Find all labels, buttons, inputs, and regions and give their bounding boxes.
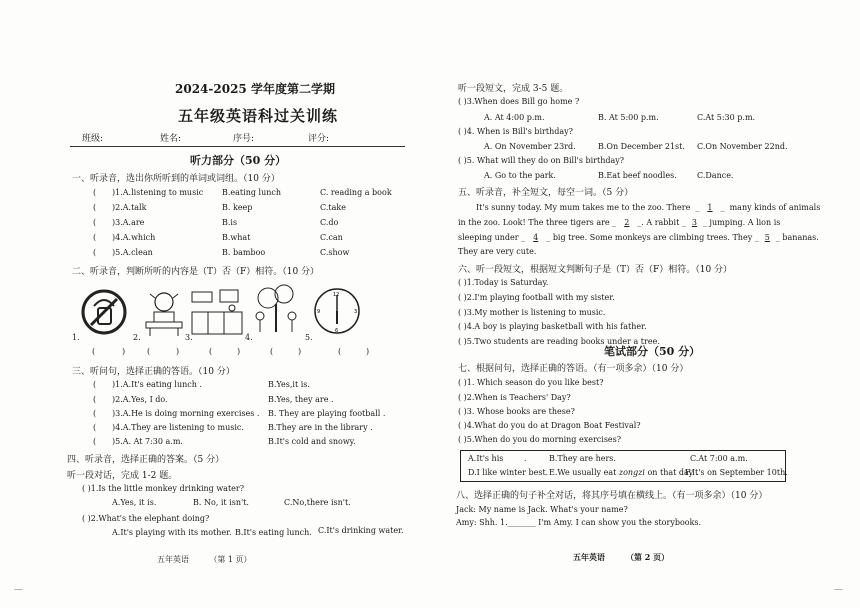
margin-mark: — [14,585,23,595]
sec1-paren: ( [93,203,97,212]
sec3-q2-a: )2.A.Yes, I do. [112,395,168,404]
sec6-row: ( )5.Two students are reading books under a tree. [458,337,660,346]
sec1-q5-b: B. bamboo [222,248,266,257]
sec8-title: 八、选择正确的句子补全对话，将其序号填在横线上。（有一项多余）（10 分） [456,491,768,501]
main-title: 五年级英语科过关训练 [178,107,339,125]
name-label: 姓名: [160,134,182,144]
sec1-title: 一、听录音，选出你所听到的单词或词组。（10 分） [72,174,280,184]
margin-mark: — [834,585,843,595]
sec4-q2-a: A.It's playing with its mother. [112,528,232,537]
sec1-q2-a: )2.A.talk [112,203,147,212]
sec4-q2-b: B.It's eating lunch. [235,528,312,537]
sec5-line4: They are very cute. [458,247,537,256]
r-q3-a: A. At 4:00 p.m. [484,113,545,122]
sec4-q1-b: B. No, it isn't. [193,498,249,507]
sec3-q5-a: )5.A. At 7:30 a.m. [112,437,183,446]
sec6-row: ( )2.I'm playing football with my sister. [458,293,615,302]
sec4-q1-a: A.Yes, it is. [112,498,157,507]
sec1-q1-a: )1.A.listening to music [112,188,204,197]
answer-paren-open: ( [270,347,274,356]
sec1-q5-a: )5.A.clean [112,248,153,257]
answer-paren-close: ) [122,347,126,356]
sec1-paren: ( [93,233,97,242]
sec3-paren: ( [93,423,97,432]
sec1-q4-a: )4.A.which [112,233,156,242]
answer-paren-close: ) [237,347,241,356]
sec3-paren: ( [93,395,97,404]
sec1-paren: ( [93,248,97,257]
sec6-row: ( )3.My mother is listening to music. [458,308,606,317]
right-footer-b: （第 2 页） [626,552,670,562]
sec1-q4-b: B.what [222,233,251,242]
sec3-q3-b: B. They are playing football . [268,409,386,418]
sec7-row: ( )3. Whose books are these? [458,407,575,416]
svg-text:12: 12 [333,292,340,298]
blank-5[interactable]: 5 [764,233,770,242]
sec1-q1-c: C. reading a book [320,188,392,197]
sec1-q2-c: C.take [320,203,346,212]
r-q4-c: C.On November 22nd. [697,142,788,151]
pic-num-5: 5. [305,333,313,342]
sec3-paren: ( [93,437,97,446]
sec4-q1: ( )1.Is the little monkey drinking water? [82,484,245,493]
blank-1[interactable]: 1 [707,203,713,212]
header-divider [70,146,405,147]
svg-text:6: 6 [335,328,339,334]
answer-paren-open: ( [147,347,151,356]
seat-label: 序号: [233,134,255,144]
r-q5-b: B.Eat beef noodles. [598,171,677,180]
sec2-title: 二、听录音，判断所听的内容是（T）否（F）相符。（10 分） [72,267,320,277]
r-q4: ( )4. When is Bill's birthday? [458,127,573,136]
sec7-title: 七、根据问句，选择正确的答语。（有一项多余）（10 分） [458,364,689,374]
left-footer: 五年英语 （第 1 页） [157,555,252,564]
opt-a: A.It's his [468,454,504,463]
sec1-q2-b: B. keep [222,203,253,212]
sec3-paren: ( [93,380,97,389]
r-q3: ( )3.When does Bill go home ? [458,97,580,106]
sec1-paren: ( [93,188,97,197]
sec1-q3-b: B.is [222,218,238,227]
answer-paren-open: ( [338,347,342,356]
score-label: 评分: [308,134,330,144]
sec6-row: ( )4.A boy is playing basketball with his father. [458,322,647,331]
answer-paren-close: ) [298,347,302,356]
answer-paren-open: ( [92,347,96,356]
pic-num-4: 4. [245,333,253,342]
svg-text:9: 9 [317,309,321,315]
opt-a-dot: . [524,454,527,463]
no-smoking-sign-image [80,288,128,336]
kitchen-image [190,288,246,338]
sec1-q4-c: C.can [320,233,343,242]
sec3-q1-a: )1.A.It's eating lunch . [112,380,202,389]
girl-reading-image [140,288,188,338]
sec4-title: 四、听录音，选择正确的答案。（5 分） [67,455,225,465]
sec3-q1-b: B.Yes,it is. [268,380,310,389]
sec4-q1-c: C.No,there isn't. [284,498,351,507]
sec5-line3: sleeping under _ 4 _ big tree. Some monkeys are climbing trees. They _ 5 _ bananas. [458,233,819,242]
r-q5: ( )5. What will they do on Bill's birthday? [458,156,625,165]
sec3-q3-a: )3.A.He is doing morning exercises . [112,409,260,418]
children-tree-image [250,282,306,338]
sec5-line2: in the zoo. Look! The three tigers are _ 2 _. A rabbit _ 3 _ jumping. A lion is [458,218,781,227]
sec3-q5-b: B.It's cold and snowy. [268,437,356,446]
opt-c: C.At 7:00 a.m. [690,454,748,463]
pic-num-3: 3. [185,333,193,342]
r-q4-b: B.On December 21st. [598,142,685,151]
sec1-q3-c: C.do [320,218,339,227]
opt-f: F.It's on September 10th. [685,468,788,477]
written-header: 笔试部分（50 分） [604,345,701,358]
sec7-row: ( )4.What do you do at Dragon Boat Festival? [458,421,641,430]
sec4-sub: 听一段对话，完成 1-2 题。 [67,471,178,481]
sec1-q5-c: C.show [320,248,350,257]
r-q3-b: B. At 5:00 p.m. [598,113,659,122]
r-q5-c: C.Dance. [697,171,734,180]
opt-e: E.We usually eat zongzi on that day . [549,468,699,477]
sec7-row: ( )1. Which season do you like best? [458,378,604,387]
opt-b: B.They are hers. [549,454,616,463]
svg-text:3: 3 [354,309,358,315]
sec1-paren: ( [93,218,97,227]
year-title: 2024-2025 学年度第二学期 [175,82,335,96]
sec7-row: ( )5.When do you do morning exercises? [458,435,622,444]
answer-paren-close: ) [176,347,180,356]
sec8-line1: Jack: My name is Jack. What's your name? [456,505,628,514]
r-q4-a: A. On November 23rd. [484,142,576,151]
sec3-q4-b: B.They are in the library . [268,423,373,432]
sec4-q2-c: C.It's drinking water. [318,526,404,535]
pic-num-1: 1. [72,333,80,342]
clock-image [312,286,362,336]
r-sub: 听一段短文，完成 3-5 题。 [458,84,569,94]
sec5-line1: It's sunny today. My mum takes me to the zoo. There _ 1 _ many kinds of animals [476,203,821,212]
sec1-q3-a: )3.A.are [112,218,145,227]
answer-paren-open: ( [209,347,213,356]
blank-3[interactable]: 3 [691,218,697,227]
sec3-q4-a: )4.A.They are listening to music. [112,423,244,432]
sec5-title: 五、听录音，补全短文，每空一词。（5 分） [458,188,634,198]
pic-num-2: 2. [133,333,141,342]
r-q3-c: C.At 5:30 p.m. [697,113,756,122]
sec3-paren: ( [93,409,97,418]
sec3-title: 三、听问句，选择正确的答语。（10 分） [72,367,235,377]
opt-d: D.I like winter best. [468,468,549,477]
r-q5-a: A. Go to the park. [484,171,556,180]
right-footer-a: 五年英语 [573,552,605,562]
answer-paren-close: ) [366,347,370,356]
sec8-line2: Amy: Shh. 1._______ I'm Amy. I can show you the storybooks. [456,518,702,527]
sec7-row: ( )2.When is Teachers' Day? [458,393,571,402]
sec4-q2: ( )2.What's the elephant doing? [82,514,210,523]
blank-4[interactable]: 4 [533,233,539,242]
sec3-q2-b: B.Yes, they are . [268,395,334,404]
sec6-title: 六、听一段短文，根据短文判断句子是（T）否（F）相符。（10 分） [458,265,733,275]
class-label: 班级: [82,134,104,144]
sec1-q1-b: B.eating lunch [222,188,282,197]
listening-header: 听力部分（50 分） [190,154,287,167]
sec6-row: ( )1.Today is Saturday. [458,278,549,287]
blank-2[interactable]: 2 [624,218,630,227]
